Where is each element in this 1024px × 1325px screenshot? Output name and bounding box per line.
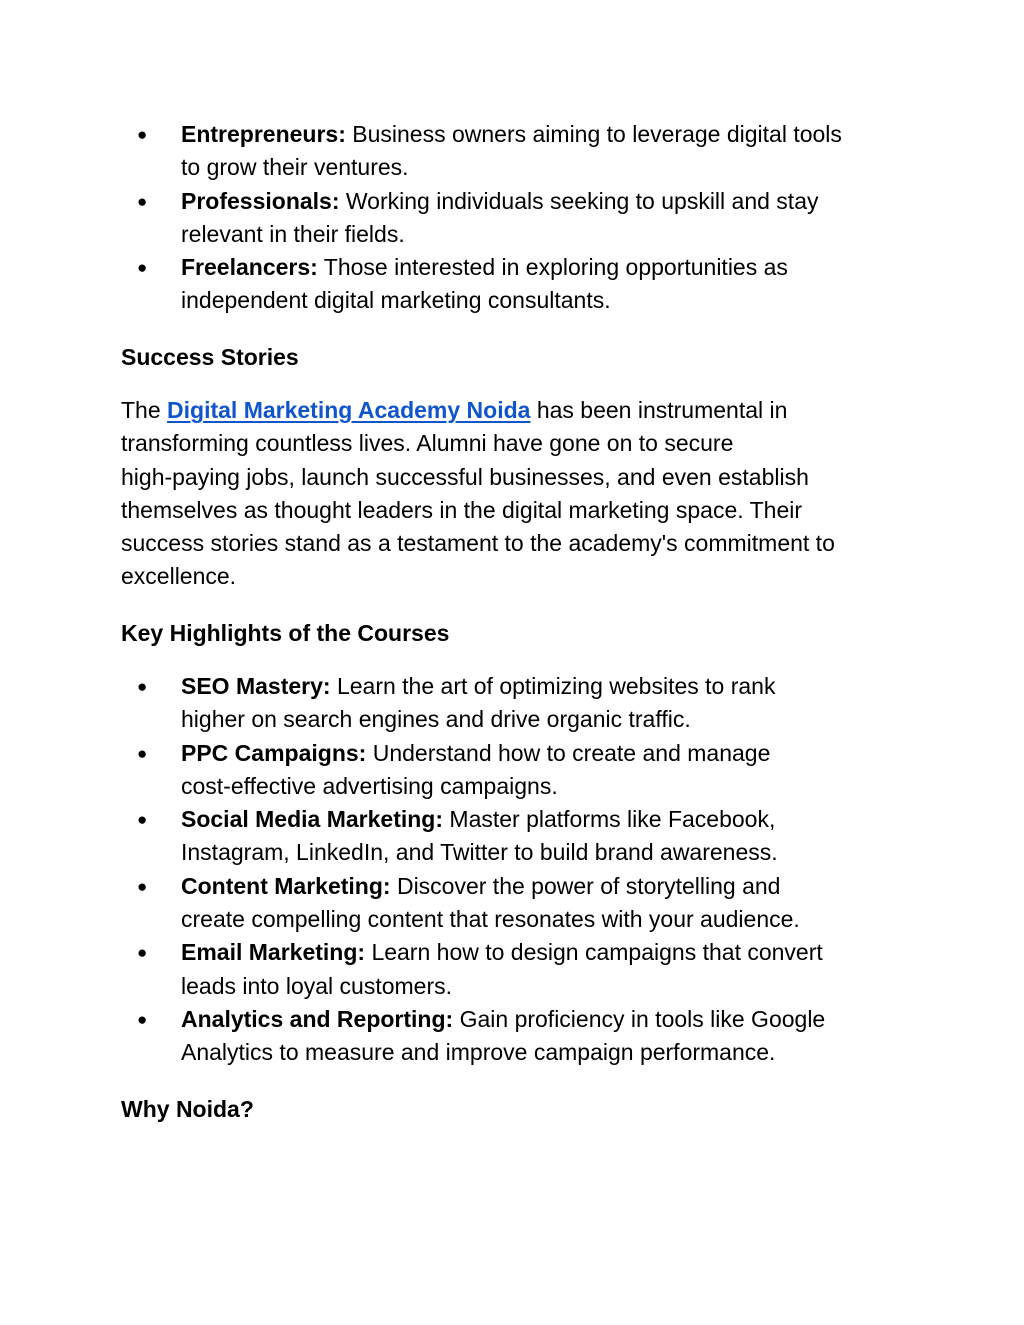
success-stories-paragraph	[121, 394, 911, 594]
bullet-icon: ●	[137, 125, 148, 144]
list-item	[0, 936, 1024, 1003]
list-item-description: Discover the power of storytelling and	[396, 872, 781, 899]
list-item-term: Freelancers:	[181, 254, 318, 281]
list-item-description: Understand how to create and manage	[372, 739, 771, 766]
paragraph-text: has been instrumental in	[536, 397, 788, 423]
paragraph-line: transforming countless lives. Alumni have gone on to secure	[121, 430, 734, 457]
section-heading-key-highlights: Key Highlights of the Courses	[121, 620, 450, 646]
bullet-icon: ●	[137, 743, 148, 763]
list-item-description-cont: to grow their ventures.	[181, 154, 409, 181]
audience-list	[0, 118, 1024, 318]
list-item	[0, 870, 1024, 937]
list-item-description-cont: Analytics to measure and improve campaign performance.	[181, 1039, 776, 1066]
paragraph-lead: The	[121, 397, 161, 423]
paragraph-line: excellence.	[121, 563, 237, 590]
paragraph-line: high-paying jobs, launch successful businesses, and even establish	[121, 463, 809, 490]
bullet-icon: ●	[137, 258, 148, 278]
list-item-description: Working individuals seeking to upskill and stay	[345, 187, 819, 214]
list-item-description-cont: independent digital marketing consultants.	[181, 287, 611, 314]
paragraph-line: success stories stand as a testament to the academy's commitment to	[121, 530, 835, 557]
list-item-term: Analytics and Reporting:	[181, 1005, 454, 1032]
list-item-description: Master platforms like Facebook,	[449, 806, 776, 833]
list-item-term: PPC Campaigns:	[181, 739, 367, 766]
list-item-description: Gain proficiency in tools like Google	[459, 1005, 826, 1032]
list-item	[0, 251, 1024, 318]
list-item-description: Learn how to design campaigns that convert	[371, 939, 823, 966]
paragraph-line: themselves as thought leaders in the digital marketing space. Their	[121, 496, 803, 523]
list-item-description-cont: Instagram, LinkedIn, and Twitter to build brand awareness.	[181, 839, 778, 866]
bullet-icon: ●	[137, 810, 148, 830]
list-item-description-cont: leads into loyal customers.	[181, 972, 453, 999]
list-item	[0, 737, 1024, 804]
bullet-icon: ●	[137, 943, 148, 963]
list-item-description: Business owners aiming to leverage digital tools	[352, 121, 842, 147]
list-item-description: Learn the art of optimizing websites to rank	[336, 673, 776, 699]
list-item-term: Email Marketing:	[181, 939, 366, 966]
list-item-description-cont: create compelling content that resonates with your audience.	[181, 906, 800, 933]
list-item-term: Social Media Marketing:	[181, 806, 444, 833]
list-item	[0, 118, 1024, 185]
bullet-icon: ●	[137, 191, 148, 211]
section-heading-success-stories: Success Stories	[121, 344, 299, 370]
list-item	[0, 803, 1024, 870]
section-heading-why-noida: Why Noida?	[121, 1096, 254, 1122]
bullet-icon: ●	[137, 1009, 148, 1029]
list-item-term: SEO Mastery:	[181, 673, 331, 699]
list-item	[0, 1003, 1024, 1070]
bullet-icon: ●	[137, 876, 148, 896]
academy-link[interactable]: Digital Marketing Academy Noida	[167, 397, 531, 423]
list-item-term: Entrepreneurs:	[181, 121, 346, 147]
list-item-description-cont: cost-effective advertising campaigns.	[181, 772, 558, 799]
highlights-list	[0, 670, 1024, 1070]
list-item-description-cont: higher on search engines and drive organic traffic.	[181, 706, 691, 733]
list-item	[0, 670, 1024, 737]
list-item-description: Those interested in exploring opportunities as	[323, 254, 788, 281]
list-item-term: Content Marketing:	[181, 872, 391, 899]
bullet-icon: ●	[137, 677, 148, 696]
list-item	[0, 185, 1024, 252]
list-item-term: Professionals:	[181, 187, 340, 214]
list-item-description-cont: relevant in their fields.	[181, 220, 405, 247]
